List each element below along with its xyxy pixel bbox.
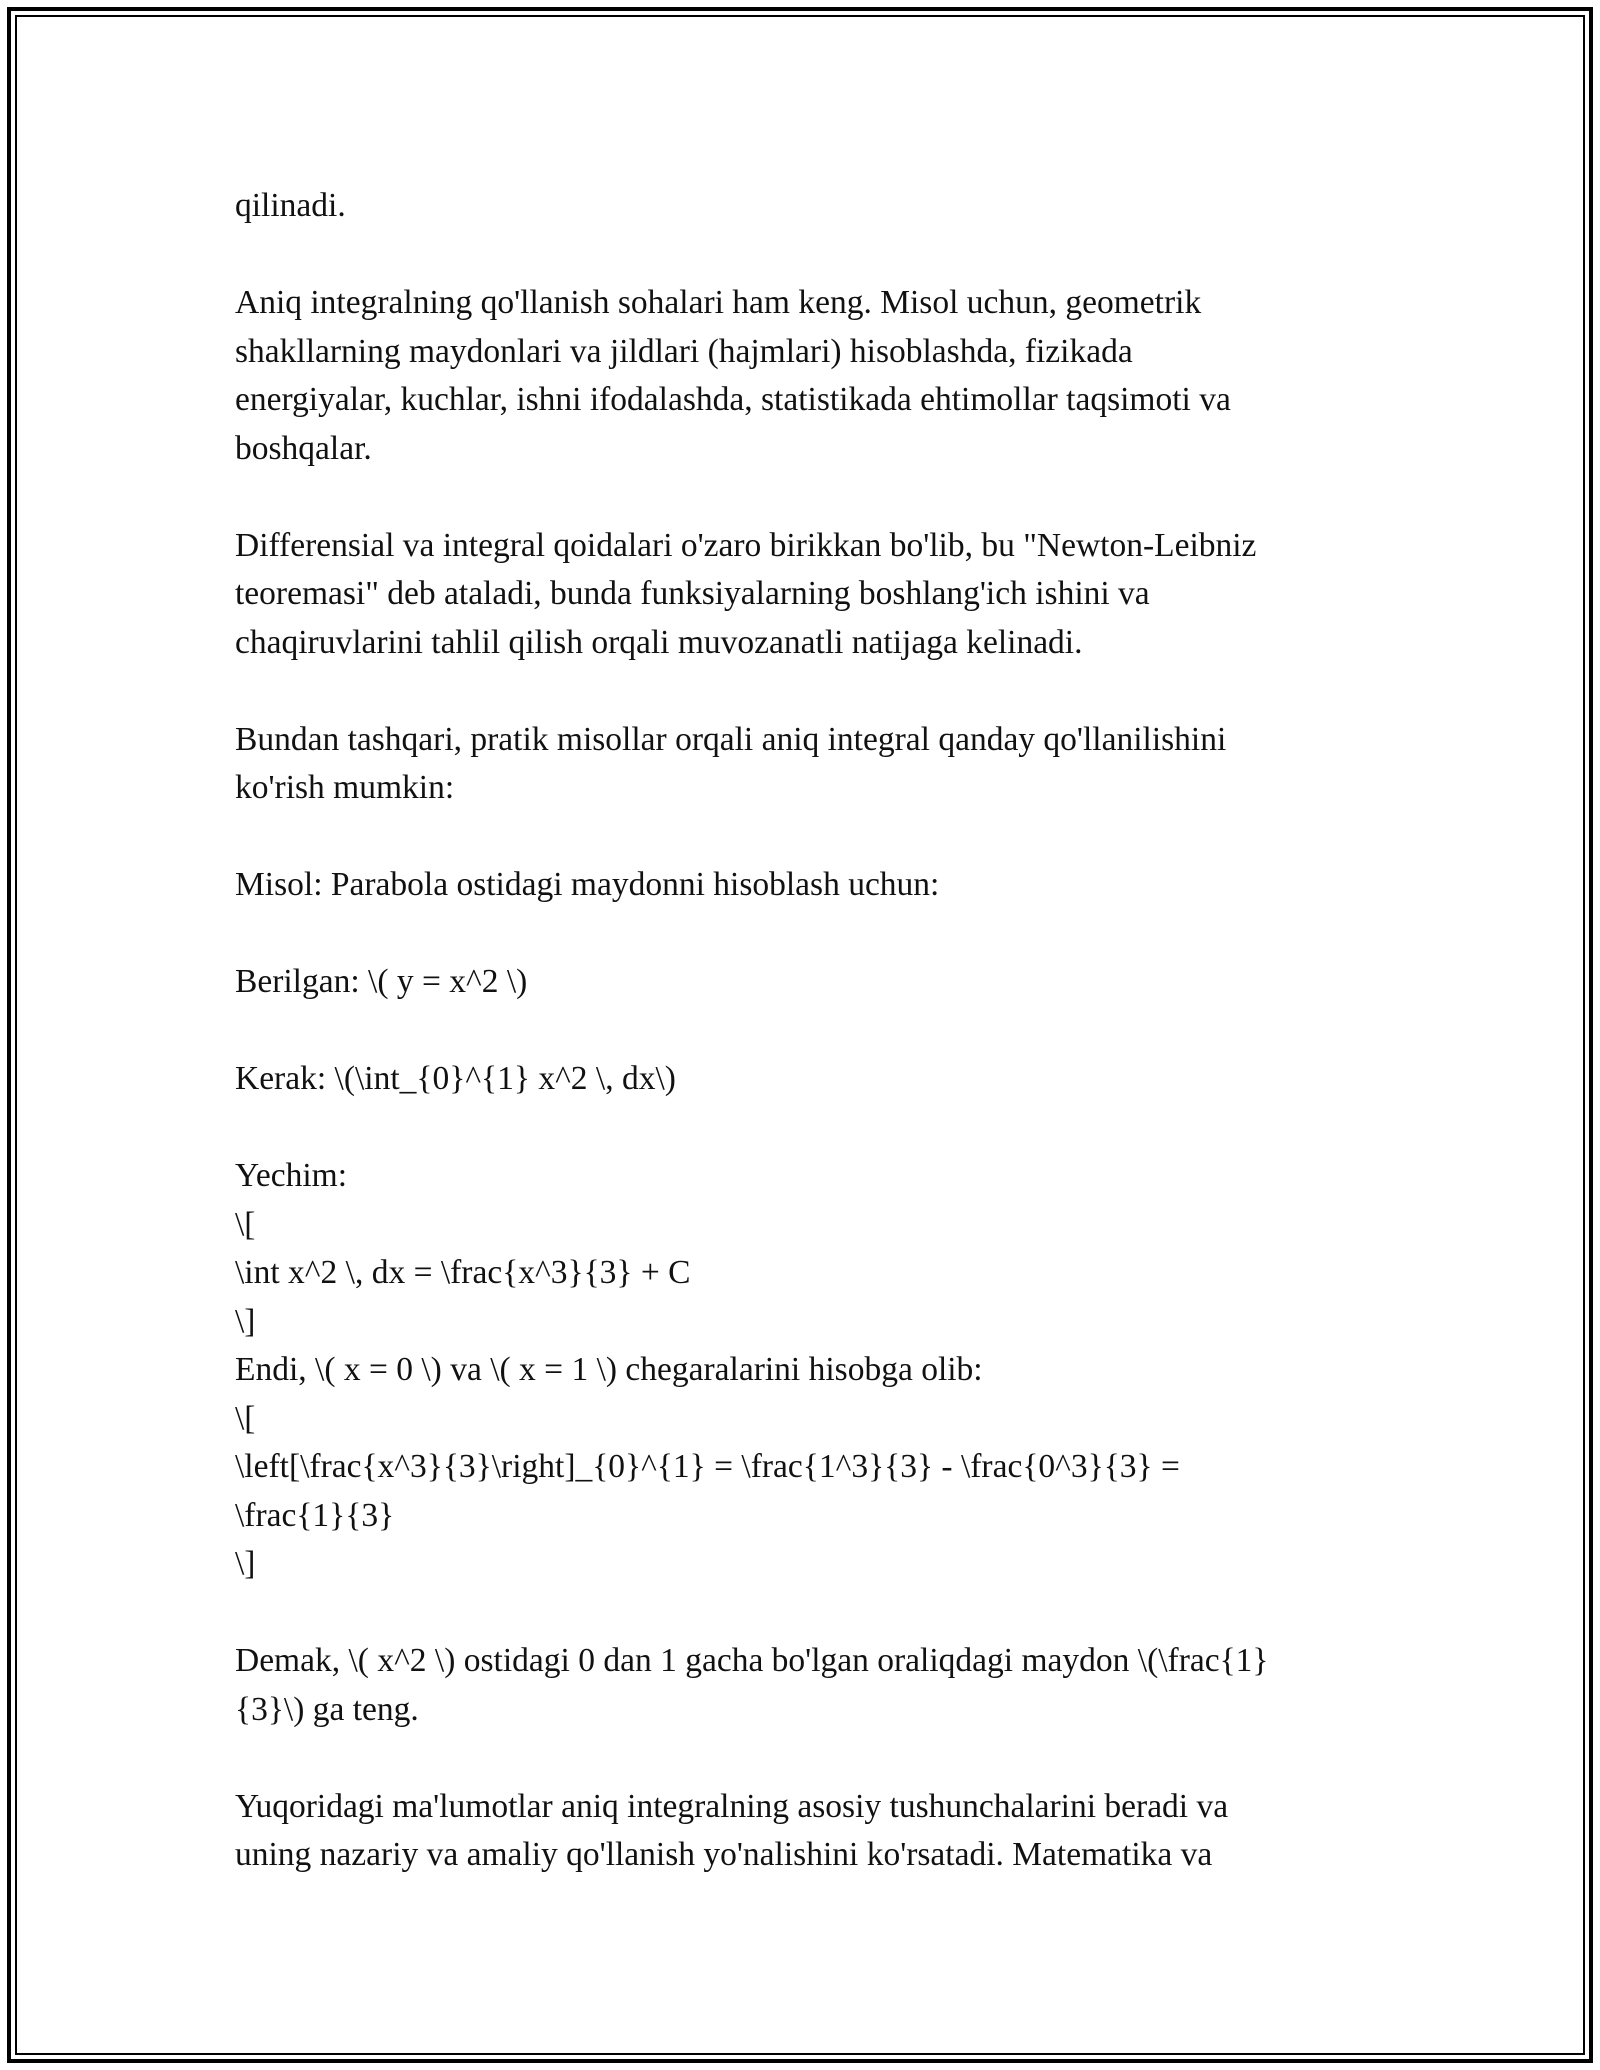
text-line: Differensial va integral qoidalari o'zaro birikkan bo'lib, bu "Newton-Leibniz (235, 526, 1257, 564)
text-line: \int x^2 \, dx = \frac{x^3}{3} + C (235, 1254, 691, 1291)
paragraph (235, 716, 1375, 813)
paragraph (235, 182, 1375, 231)
paragraph-gap (235, 473, 1375, 522)
paragraph (235, 1783, 1375, 1880)
paragraph (235, 1152, 1375, 1589)
paragraph-gap (235, 667, 1375, 716)
paragraph (235, 522, 1375, 668)
document-body (235, 182, 1375, 1880)
text-line: \] (235, 1302, 256, 1340)
text-line: \[ (235, 1205, 256, 1243)
text-line: \] (235, 1545, 256, 1582)
paragraph-gap (235, 813, 1375, 862)
text-line: shakllarning maydonlari va jildlari (hajmlari) hisoblashda, fizikada (235, 332, 1133, 370)
text-line: uning nazariy va amaliy qo'llanish yo'nalishini ko'rsatadi. Matematika va (235, 1836, 1213, 1873)
text-line: Endi, \( x = 0 \) va \( x = 1 \) chegaralarini hisobga olib: (235, 1351, 983, 1388)
text-line: Yuqoridagi ma'lumotlar aniq integralning asosiy tushunchalarini beradi va (235, 1787, 1229, 1825)
text-line: Berilgan: \( y = x^2 \) (235, 963, 528, 1000)
paragraph-gap (235, 1007, 1375, 1056)
paragraph (235, 279, 1375, 473)
text-line: Yechim: (235, 1157, 347, 1194)
text-line: boshqalar. (235, 429, 372, 467)
text-line: chaqiruvlarini tahlil qilish orqali muvozanatli natijaga kelinadi. (235, 623, 1083, 661)
text-line: {3}\) ga teng. (235, 1690, 419, 1728)
paragraph-gap (235, 1104, 1375, 1153)
text-line: energiyalar, kuchlar, ishni ifodalashda, statistikada ehtimollar taqsimoti va (235, 381, 1231, 418)
text-line: Demak, \( x^2 \) ostidagi 0 dan 1 gacha bo'lgan oraliqdagi maydon \(\frac{1} (235, 1642, 1269, 1679)
text-line: Kerak: \(\int_{0}^{1} x^2 \, dx\) (235, 1060, 676, 1097)
paragraph-gap (235, 231, 1375, 280)
text-line: qilinadi. (235, 187, 346, 224)
text-line: ko'rish mumkin: (235, 769, 455, 806)
text-line: Aniq integralning qo'llanish sohalari ham keng. Misol uchun, geometrik (235, 284, 1202, 321)
paragraph-gap (235, 1734, 1375, 1783)
paragraph-gap (235, 910, 1375, 959)
text-line: Bundan tashqari, pratik misollar orqali aniq integral qanday qo'llanilishini (235, 720, 1227, 758)
paragraph (235, 861, 1375, 910)
paragraph (235, 1637, 1375, 1734)
paragraph (235, 958, 1375, 1007)
paragraph (235, 1055, 1375, 1104)
paragraph-gap (235, 1589, 1375, 1638)
text-line: \left[\frac{x^3}{3}\right]_{0}^{1} = \frac{1^3}{3} - \frac{0^3}{3} = (235, 1448, 1180, 1485)
text-line: teoremasi" deb ataladi, bunda funksiyalarning boshlang'ich ishini va (235, 575, 1150, 612)
text-line: \frac{1}{3} (235, 1496, 395, 1534)
text-line: \[ (235, 1399, 256, 1437)
text-line: Misol: Parabola ostidagi maydonni hisoblash uchun: (235, 866, 940, 903)
